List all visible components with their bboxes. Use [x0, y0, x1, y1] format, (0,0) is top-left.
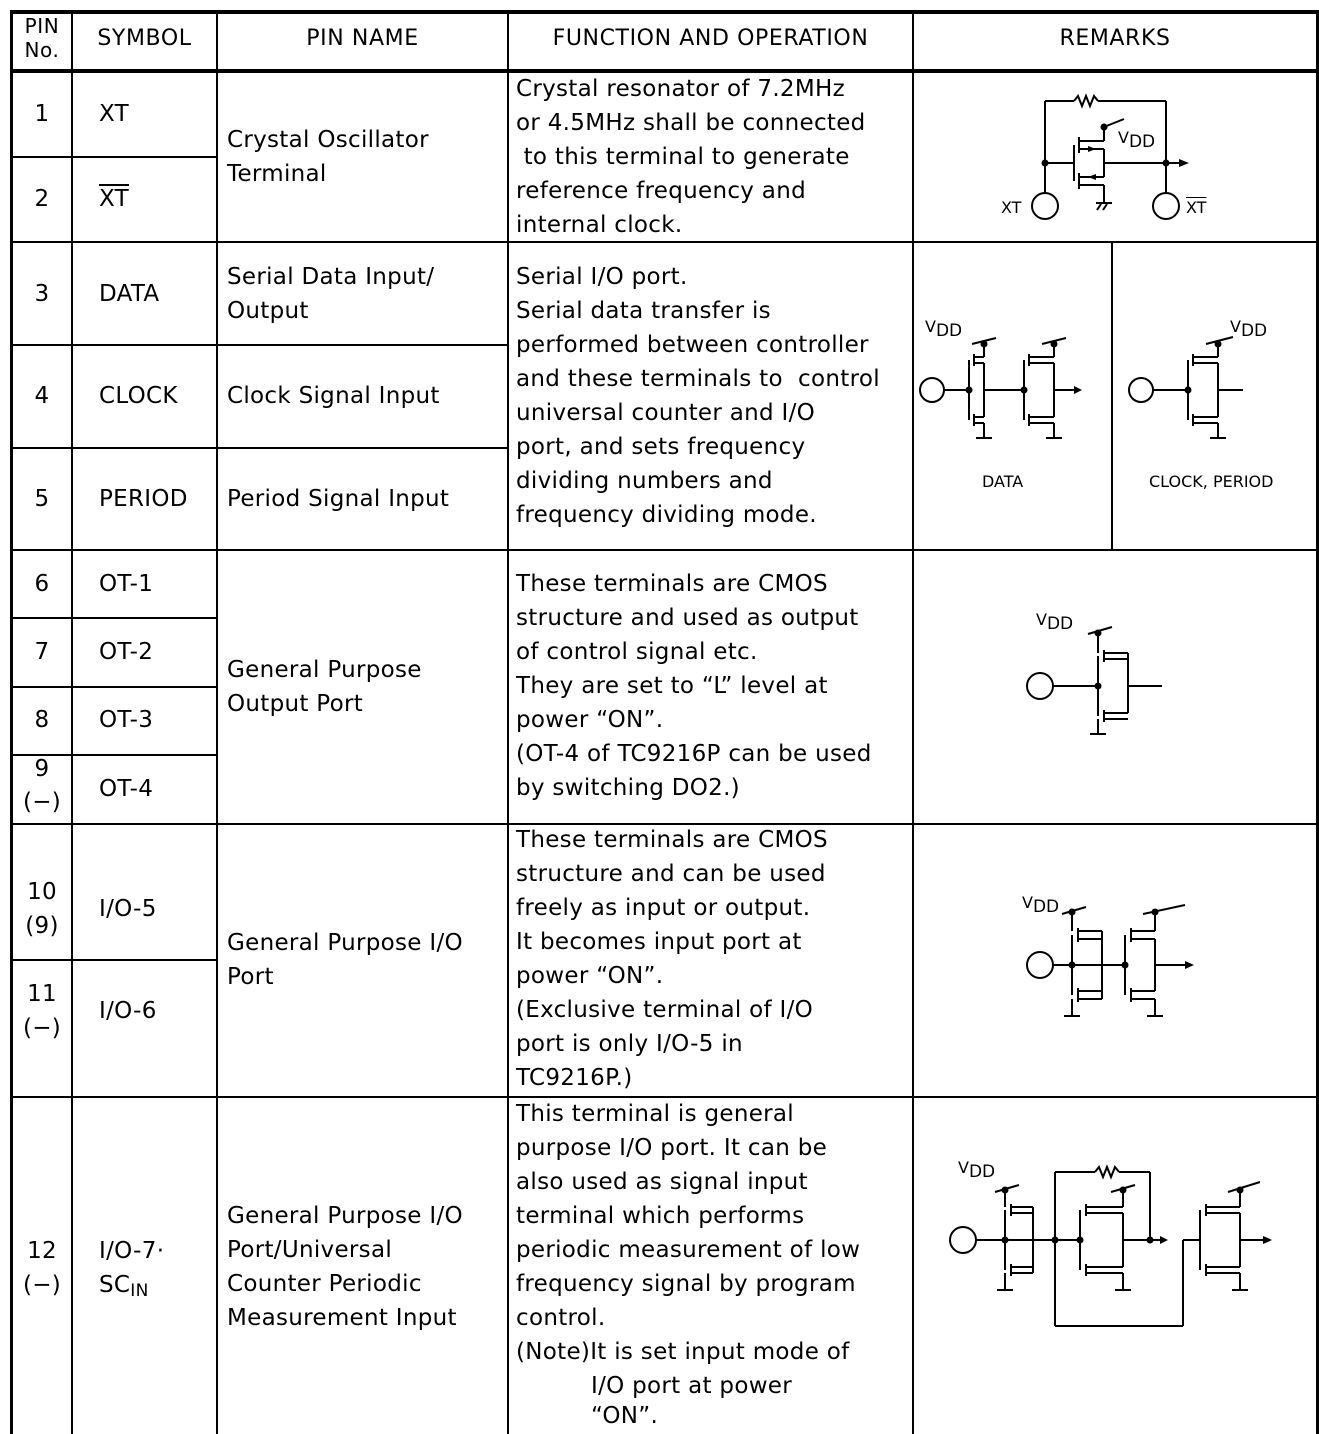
pin-name: General Purpose — [227, 657, 422, 683]
pin-number: 6 — [34, 571, 50, 597]
function-text: (OT-4 of TC9216P can be used — [516, 741, 872, 767]
function-text: to this terminal to generate — [516, 144, 850, 170]
pin-name: Counter Periodic — [227, 1271, 422, 1297]
row-divider — [10, 344, 508, 346]
pin-symbol: CLOCK — [99, 383, 178, 409]
pin-number-alt: (−) — [22, 789, 62, 815]
pin-number: 9 — [34, 756, 50, 782]
table-border-top — [10, 10, 1319, 14]
vdd-label: $V_{DD}$ — [1230, 317, 1268, 341]
pin-name: Output Port — [227, 691, 364, 717]
pin-symbol: $\overline{XT}$ — [99, 186, 130, 212]
function-text: reference frequency and — [516, 178, 806, 204]
header-function: FUNCTION AND OPERATION — [552, 26, 869, 51]
function-text: These terminals are CMOS — [516, 571, 828, 597]
pin-number: 5 — [34, 486, 50, 512]
pin-name: Port/Universal — [227, 1237, 393, 1263]
pin-symbol: I/O-6 — [99, 998, 157, 1024]
data-caption: DATA — [982, 472, 1024, 491]
function-text: or 4.5MHz shall be connected — [516, 110, 866, 136]
vdd-label: $V_{DD}$ — [925, 317, 963, 341]
function-text: dividing numbers and — [516, 468, 773, 494]
function-text: (Exclusive terminal of I/O — [516, 997, 814, 1023]
row-divider — [10, 959, 217, 961]
col-divider-1 — [71, 10, 73, 1434]
function-text: They are set to “L” level at — [516, 673, 828, 699]
function-text: port is only I/O-5 in — [516, 1031, 743, 1057]
row-divider — [10, 617, 217, 619]
function-text: freely as input or output. — [516, 895, 811, 921]
oscillator-circuit-diagram — [914, 75, 1314, 240]
clock-period-caption: CLOCK, PERIOD — [1149, 472, 1274, 491]
pin-number-alt: (−) — [22, 1015, 62, 1041]
vdd-label: $V_{DD}$ — [1036, 610, 1074, 634]
pin-number: 3 — [34, 281, 50, 307]
pin-number: 1 — [34, 101, 50, 127]
pin-name: Measurement Input — [227, 1305, 457, 1331]
pin-number: 12 — [27, 1238, 57, 1264]
function-text: Serial data transfer is — [516, 298, 771, 324]
function-text: and these terminals to control — [516, 366, 880, 392]
vdd-label: $V_{DD}$ — [1022, 893, 1060, 917]
pin-number: 11 — [27, 981, 57, 1007]
pin-number-alt: (9) — [25, 913, 59, 939]
pin-name: Output — [227, 298, 309, 324]
function-text: internal clock. — [516, 212, 683, 238]
row-divider — [10, 447, 508, 449]
function-text: structure and used as output — [516, 605, 859, 631]
pin-symbol: XT — [99, 101, 130, 127]
pin-name: Serial Data Input/ — [227, 264, 435, 290]
pin-name: General Purpose I/O — [227, 1203, 463, 1229]
function-text: frequency signal by program — [516, 1271, 856, 1297]
pin-symbol: OT-3 — [99, 707, 154, 733]
pin-number: 8 — [34, 707, 50, 733]
function-text: port, and sets frequency — [516, 434, 806, 460]
function-text: (Note)It is set input mode of — [516, 1339, 850, 1365]
function-text: of control signal etc. — [516, 639, 758, 665]
function-text: periodic measurement of low — [516, 1237, 861, 1263]
pin-symbol: PERIOD — [99, 486, 188, 512]
row-divider — [10, 156, 217, 158]
pin-number: 7 — [34, 639, 50, 665]
pin-symbol: OT-1 — [99, 571, 154, 597]
header-pin-no: PIN No. — [24, 14, 60, 62]
vdd-label: $V_{DD}$ — [1118, 128, 1156, 152]
io7-scin-circuit-diagram — [945, 1150, 1285, 1340]
function-text: also used as signal input — [516, 1169, 808, 1195]
pin-name: Port — [227, 964, 274, 990]
xt-bar-label: $\overline{XT}$ — [1186, 198, 1207, 217]
group-divider — [10, 549, 1319, 551]
header-pin-name: PIN NAME — [306, 26, 419, 51]
function-text: power “ON”. — [516, 963, 664, 989]
function-text: terminal which performs — [516, 1203, 805, 1229]
header-symbol: SYMBOL — [97, 26, 192, 51]
pin-number: 2 — [34, 186, 50, 212]
xt-label: XT — [1001, 198, 1022, 217]
pin-symbol: I/O-5 — [99, 896, 157, 922]
pin-name: General Purpose I/O — [227, 930, 463, 956]
col-divider-2 — [216, 10, 218, 1434]
header-remarks: REMARKS — [1059, 26, 1171, 51]
pin-number: 4 — [34, 383, 50, 409]
pin-symbol: DATA — [99, 281, 160, 307]
function-text: It becomes input port at — [516, 929, 802, 955]
pin-name: Clock Signal Input — [227, 383, 440, 409]
col-divider-3 — [507, 10, 509, 1434]
function-text: Serial I/O port. — [516, 264, 688, 290]
function-text: by switching DO2.) — [516, 775, 740, 801]
function-text: I/O port at power — [591, 1373, 793, 1399]
pin-name: Period Signal Input — [227, 486, 450, 512]
function-text: These terminals are CMOS — [516, 827, 828, 853]
function-text: purpose I/O port. It can be — [516, 1135, 828, 1161]
pin-number-alt: (−) — [22, 1272, 62, 1298]
row-divider — [10, 686, 217, 688]
clock-period-input-circuit-diagram — [1113, 300, 1316, 460]
function-text: control. — [516, 1305, 606, 1331]
function-text: TC9216P.) — [516, 1065, 633, 1091]
function-text: performed between controller — [516, 332, 869, 358]
function-text: “ON”. — [591, 1403, 659, 1429]
function-text: Crystal resonator of 7.2MHz — [516, 76, 845, 102]
vdd-label: $V_{DD}$ — [958, 1158, 996, 1182]
function-text: power “ON”. — [516, 707, 664, 733]
function-text: structure and can be used — [516, 861, 826, 887]
function-text: universal counter and I/O — [516, 400, 816, 426]
pin-symbol: OT-2 — [99, 639, 154, 665]
pin-symbol: OT-4 — [99, 776, 154, 802]
pin-symbol-line2: $SC_{IN}$ — [99, 1272, 149, 1301]
pin-number: 10 — [27, 879, 57, 905]
function-text: This terminal is general — [516, 1101, 794, 1127]
function-text: frequency dividing mode. — [516, 502, 817, 528]
pin-symbol: I/O-7· — [99, 1238, 165, 1264]
pin-name: Crystal Oscillator — [227, 127, 429, 153]
pin-name: Terminal — [227, 161, 327, 187]
